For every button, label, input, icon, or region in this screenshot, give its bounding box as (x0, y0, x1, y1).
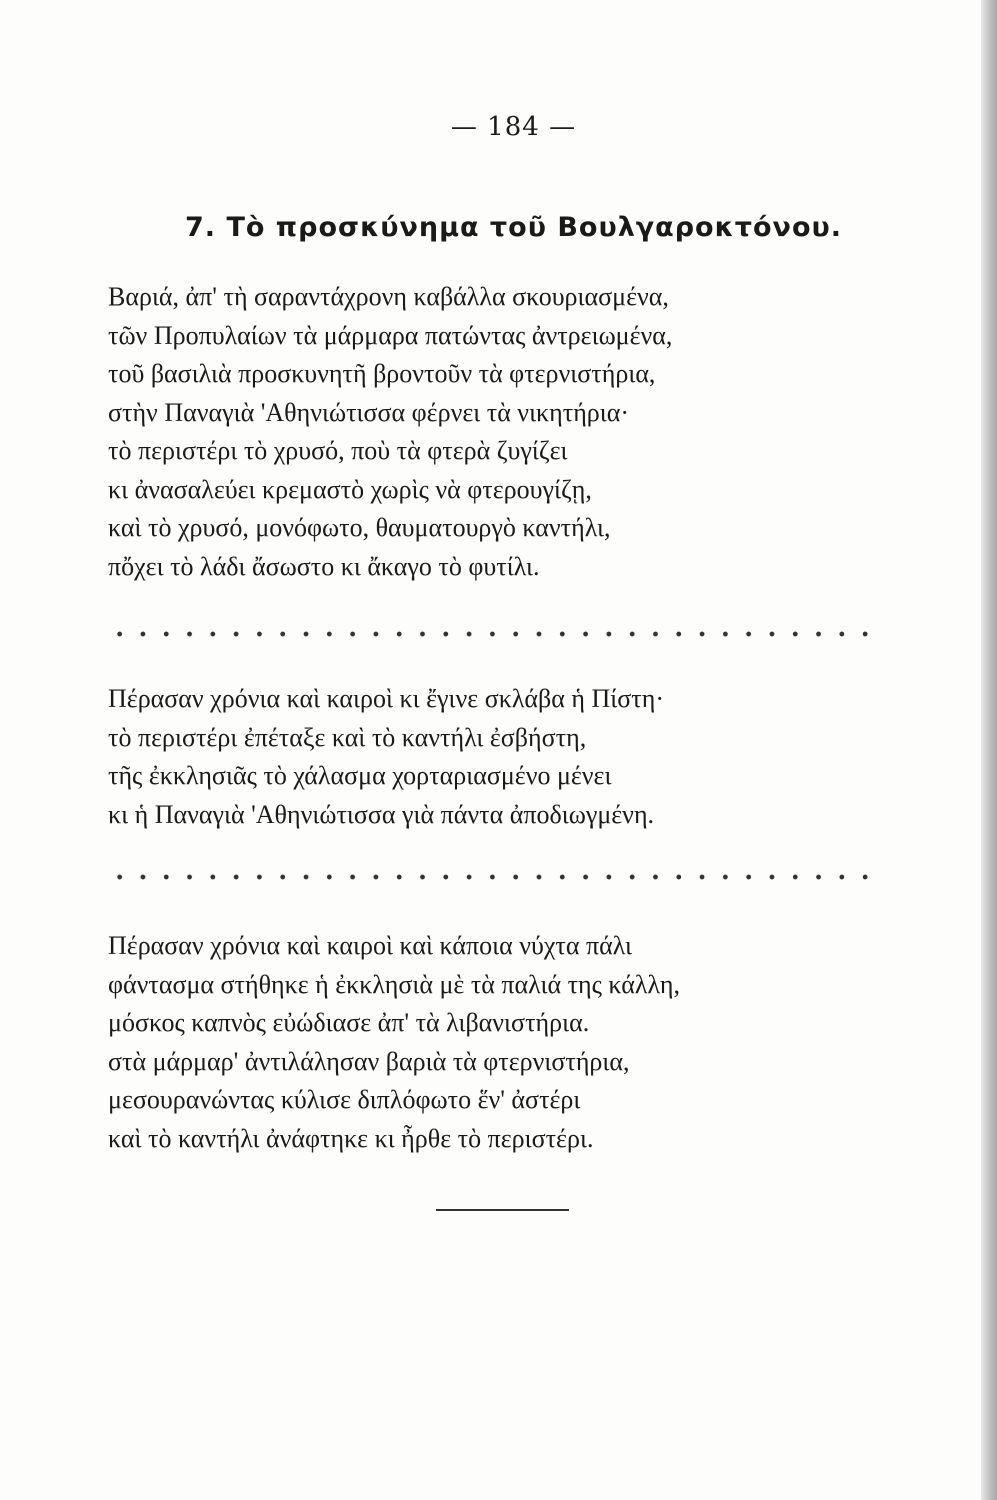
verse-line: φάντασμα στήθηκε ἡ ἐκκλησιὰ μὲ τὰ παλιά της κάλλη, (108, 969, 680, 999)
verse-line: τὸ περιστέρι ἐπέταξε καὶ τὸ καντήλι ἐσβήστη, (108, 722, 587, 752)
page-number: — 184 — (450, 112, 577, 142)
ellipsis-dot-row (108, 631, 878, 637)
verse-line: καὶ τὸ καντήλι ἀνάφτηκε κι ἦρθε τὸ περιστέρι. (108, 1123, 594, 1153)
page-edge-shadow (981, 0, 997, 1500)
stanza-3 (108, 927, 680, 1158)
verse-line: τῶν Προπυλαίων τὰ μάρμαρα πατώντας ἀντρειωμένα, (108, 320, 673, 350)
verse-line: Πέρασαν χρόνια καὶ καιροὶ κι ἔγινε σκλάβα ἡ Πίστη· (108, 684, 664, 713)
end-rule-divider (436, 1209, 569, 1211)
verse-line: καὶ τὸ χρυσό, μονόφωτο, θαυματουργὸ καντήλι, (108, 513, 611, 542)
stanza-2 (108, 680, 664, 834)
verse-line: Βαριά, ἀπ' τὴ σαραντάχρονη καβάλλα σκουριασμένα, (108, 282, 669, 311)
ellipsis-dot-row (108, 874, 878, 880)
verse-line: τὸ περιστέρι τὸ χρυσό, ποὺ τὰ φτερὰ ζυγίζει (108, 436, 568, 465)
verse-line: Πέρασαν χρόνια καὶ καιροὶ καὶ κάποια νύχτα πάλι (108, 931, 633, 960)
verse-line: τῆς ἐκκλησιᾶς τὸ χάλασμα χορταριασμένο μένει (108, 761, 612, 790)
verse-line: μόσκος καπνὸς εὐώδιασε ἀπ' τὰ λιβανιστήρια. (108, 1008, 590, 1037)
stanza-1 (108, 278, 672, 586)
verse-line: πὄχει τὸ λάδι ἄσωστο κι ἄκαγο τὸ φυτίλι. (108, 551, 540, 581)
verse-line: κι ἀνασαλεύει κρεμαστὸ χωρὶς νὰ φτερουγίζῃ, (108, 474, 592, 504)
verse-line: κι ἡ Παναγιὰ 'Αθηνιώτισσα γιὰ πάντα ἀποδιωγμένη. (108, 799, 655, 829)
verse-line: στὴν Παναγιὰ 'Αθηνιώτισσα φέρνει τὰ νικητήρια· (108, 397, 630, 427)
verse-line: μεσουρανώντας κύλισε διπλόφωτο ἕν' ἀστέρι (108, 1085, 581, 1114)
verse-line: στὰ μάρμαρ' ἀντιλάλησαν βαριὰ τὰ φτερνιστήρια, (108, 1046, 630, 1076)
verse-line: τοῦ βασιλιὰ προσκυνητῆ βροντοῦν τὰ φτερνιστήρια, (108, 359, 656, 388)
poem-title: 7. Τὸ προσκύνημα τοῦ Βουλγαροκτόνου. (185, 212, 842, 243)
